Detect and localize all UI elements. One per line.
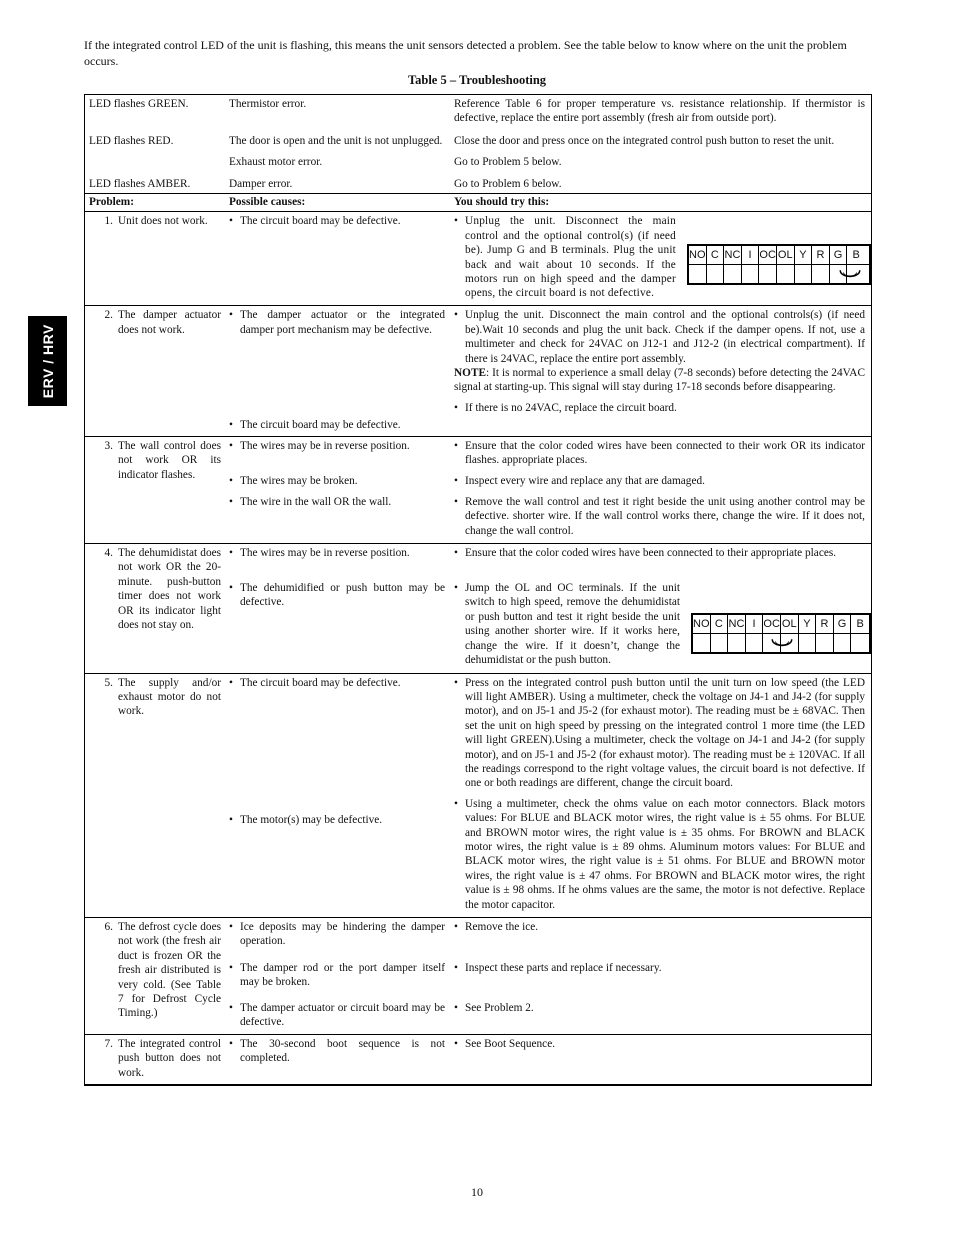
terminal-label: G — [834, 615, 852, 633]
cause-item — [229, 308, 445, 418]
fix-item — [454, 439, 865, 474]
terminal-label: OL — [777, 246, 795, 264]
header-try: You should try this: — [454, 196, 550, 209]
cause-item — [229, 418, 445, 432]
bullet: • — [229, 1002, 233, 1014]
note-text — [454, 366, 865, 395]
cause-text: The wire in the wall OR the wall. — [240, 495, 392, 508]
problem-cell — [85, 1037, 225, 1080]
problem-text: Unit does not work. — [118, 215, 208, 228]
cause-text: The damper actuator or circuit board may be defective. — [240, 1002, 445, 1029]
cause-item — [229, 439, 445, 474]
cause-item — [229, 1001, 445, 1030]
problem-cell — [85, 439, 225, 538]
fix-text: Ensure that the color coded wires have been connected to their work OR its indicator flashes. appropriate places. — [465, 439, 865, 467]
cause-item — [229, 920, 445, 961]
problem-number: 7. — [104, 1037, 113, 1050]
problem-cell — [85, 214, 225, 305]
terminal-label: I — [746, 615, 764, 633]
bullet: • — [454, 474, 458, 487]
led-cell — [85, 155, 225, 169]
action-cell: Go to Problem 6 below. — [454, 177, 562, 190]
problem-number: 1. — [104, 215, 113, 228]
terminal-label: C — [707, 246, 725, 264]
fix-text: Unplug the unit. Disconnect the main control and the optional controls(s) (if need be).Wait 10 seconds and plug the unit back. Check if the damper opens. If not, use a multimeter and check for 24VAC on J12-1 and J12-2 (in electrical compartment). If there is 24VAC, replace the entire port assembly. — [465, 309, 865, 365]
bullet: • — [454, 495, 458, 508]
cause-item — [229, 495, 445, 509]
terminal-label-row — [689, 246, 869, 264]
problem-text: The supply and/or exhaust motor do not work. — [118, 676, 221, 718]
terminal-label: NC — [728, 615, 746, 633]
problem-cell — [85, 546, 225, 667]
bullet: • — [454, 547, 458, 560]
bullet: • — [229, 676, 233, 689]
problem-text: The dehumidistat does not work OR the 20-minute. push-button timer does not work OR its indicator light does not stay on. — [118, 547, 221, 632]
problem-number: 3. — [104, 439, 113, 452]
cause-text: The circuit board may be defective. — [240, 419, 401, 432]
fix-text: Using a multimeter, check the ohms value on each motor connectors. Black motors values: For BLUE and BLACK motor wires, the right value is ± 55 ohms. For BLUE and BROWN motor wires, the right value is ± 35 ohms. For BROWN and BLACK motor wires, the right value is ± 89 ohms. Aluminum motors values: For BLUE and BLACK motor wires, the right value is ± 51 ohms. For BLUE and BROWN motor wires, the right value is ± 47 ohms. For BROWN and BLACK motor wires, the right value is ± 98 ohms. If he ohms values are the same, the motor is not defective. Replace the motor capacitor. — [465, 797, 865, 911]
fix-text: Press on the integrated control push button until the unit turn on low speed (the LED will light AMBER). Using a multimeter, check the voltage on J4-1 and J4-2 (for supply motor), and on J5-1 and J5-2 (for exhaust motor). The reading must be ± 68VAC. Then set the unit on high speed by pressing on the integrated control 1 more time (the LED will light GREEN).Using a multimeter, check the voltage on J4-1 and J4-2 (for supply motor), and on J5-1 and J5-2 (for exhaust motor). The reading must be ± 120VAC. If all the readings correspond to the right voltage values, the circuit board is not defective. If one or both readings are different, change the circuit board. — [465, 676, 865, 790]
action-cell: Go to Problem 5 below. — [454, 156, 562, 169]
fix-text: See Problem 2. — [465, 1002, 534, 1014]
fix-item — [454, 546, 865, 581]
bullet: • — [229, 474, 233, 487]
error-cell: Damper error. — [229, 177, 293, 190]
bullet: • — [454, 962, 458, 974]
problem-number: 4. — [104, 547, 113, 560]
bullet: • — [454, 676, 458, 689]
terminal-label: R — [812, 246, 830, 264]
led-cell: LED flashes AMBER. — [89, 177, 191, 190]
terminal-label: Y — [799, 615, 817, 633]
table-title: Table 5 – Troubleshooting — [407, 73, 547, 87]
error-cell: Exhaust motor error. — [229, 156, 323, 169]
terminal-label: I — [742, 246, 760, 264]
led-row-red — [85, 134, 871, 148]
fix-item — [454, 1001, 865, 1015]
bullet: • — [454, 921, 458, 933]
bullet: • — [454, 582, 458, 595]
bullet: • — [229, 309, 233, 322]
problem-block-6 — [85, 917, 871, 1034]
cause-text: The wires may be broken. — [240, 474, 358, 487]
bullet: • — [229, 813, 233, 826]
note-label: NOTE — [454, 367, 487, 380]
problem-block-2 — [85, 305, 871, 435]
jumper-wire-g-b — [833, 268, 867, 280]
problem-text: The wall control does not work OR its indicator flashes. — [118, 439, 221, 481]
terminal-label: B — [852, 249, 860, 261]
terminal-label: NC — [724, 246, 742, 264]
cause-text: The damper rod or the port damper itself may be broken. — [240, 962, 445, 989]
bullet: • — [229, 215, 233, 228]
bullet: • — [229, 419, 233, 432]
problem-text: The defrost cycle does not work (the fresh air duct is frozen OR the fresh air distributed is very cold. (See Table 7 for Defrost Cycle Timing.) — [118, 921, 221, 1020]
fix-item — [454, 474, 865, 495]
fix-text: Inspect every wire and replace any that are damaged. — [465, 474, 705, 487]
fix-item — [454, 401, 865, 415]
fix-text: See Boot Sequence. — [465, 1037, 556, 1050]
cause-item — [229, 813, 445, 827]
problem-text: The damper actuator does not work. — [118, 309, 221, 336]
problem-cell — [85, 676, 225, 913]
note-body: : It is normal to experience a small delay (7-8 seconds) before detecting the 24VAC signal at starting-up. This signal will stay during 17-18 seconds before disappearing. — [454, 367, 865, 394]
cause-item — [229, 214, 445, 228]
bullet: • — [454, 1037, 458, 1050]
troubleshooting-table — [84, 94, 872, 1086]
header-row — [85, 193, 871, 212]
cause-item — [229, 474, 445, 495]
fix-item — [454, 214, 676, 300]
fix-text: Inspect these parts and replace if necessary. — [465, 962, 662, 974]
terminal-label-row — [693, 615, 869, 633]
cause-text: The motor(s) may be defective. — [240, 813, 383, 826]
fix-text: Remove the wall control and test it right beside the unit using another control may be defective. shorter wire. If the wall control works there, change the wire. If it does not, change the wall control. — [465, 495, 865, 537]
side-tab-label: ERV / HRV — [39, 323, 56, 399]
bullet: • — [229, 582, 233, 595]
fix-text: Ensure that the color coded wires have been connected to their appropriate places. — [465, 547, 837, 560]
terminal-label: C — [711, 615, 729, 633]
cause-item — [229, 676, 445, 813]
bullet: • — [229, 1037, 233, 1050]
fix-item — [454, 581, 680, 667]
problem-block-5 — [85, 673, 871, 918]
cause-text: The damper actuator or the integrated damper port mechanism may be defective. — [240, 309, 445, 336]
side-tab — [28, 316, 67, 406]
cause-item — [229, 961, 445, 1001]
problem-number: 6. — [104, 921, 113, 933]
cause-text: The wires may be in reverse position. — [240, 547, 410, 560]
cause-text: The dehumidified or push button may be defective. — [240, 582, 445, 609]
page-number: 10 — [471, 1185, 483, 1199]
bullet: • — [229, 439, 233, 452]
bullet: • — [454, 309, 458, 322]
led-cell: LED flashes RED. — [89, 134, 174, 147]
fix-text: Jump the OL and OC terminals. If the unit switch to high speed, remove the dehumidistat or push button and test it right beside the unit using another shorter wire. If it works here, change the wire. If it doesn’t, change the dehumidistat or the push button. — [465, 582, 680, 667]
bullet: • — [454, 439, 458, 452]
terminal-label: B — [856, 618, 864, 630]
bullet: • — [454, 797, 458, 810]
fix-text: If there is no 24VAC, replace the circuit board. — [465, 401, 677, 414]
cause-text: The circuit board may be defective. — [240, 676, 401, 689]
fix-item — [454, 495, 865, 538]
problem-cell — [85, 920, 225, 1030]
led-section — [85, 95, 871, 191]
problem-cell — [85, 308, 225, 432]
intro-paragraph: If the integrated control LED of the unit is flashing, this means the unit sensors detected a problem. See the table below to know where on the unit the problem occurs. — [84, 38, 847, 68]
terminal-strip-diagram-2 — [691, 613, 871, 654]
terminal-strip-diagram-1 — [687, 244, 871, 285]
terminal-label: OC — [759, 246, 777, 264]
led-row-green — [85, 97, 871, 126]
fix-item — [454, 920, 865, 961]
bullet: • — [454, 1002, 458, 1014]
problem-block-3 — [85, 436, 871, 543]
problem-block-7 — [85, 1034, 871, 1084]
fix-item — [454, 961, 865, 1001]
terminal-label: G — [830, 246, 848, 264]
fix-text: Unplug the unit. Disconnect the main control and the optional control(s) (if need be). Jump G and B terminals. Plug the unit back and wait about 10 seconds. If the motors run on high speed and the damper opens, the circuit board is not defective. — [465, 215, 676, 300]
bullet: • — [229, 547, 233, 560]
fix-item — [454, 676, 865, 791]
bullet: • — [229, 495, 233, 508]
problem-number: 2. — [104, 309, 113, 322]
led-row-amber — [85, 177, 871, 191]
error-cell: Thermistor error. — [229, 98, 307, 110]
led-cell: LED flashes GREEN. — [89, 98, 189, 110]
bullet: • — [454, 401, 458, 414]
cause-text: The circuit board may be defective. — [240, 215, 401, 228]
terminal-label: OC — [763, 615, 781, 633]
cause-item — [229, 581, 445, 610]
fix-item — [454, 797, 865, 912]
terminal-label: R — [816, 615, 834, 633]
action-cell: Close the door and press once on the integrated control push button to reset the unit. — [454, 134, 835, 147]
led-row-exhaust — [85, 155, 871, 169]
terminal-label: NO — [689, 246, 707, 264]
cause-item — [229, 1037, 445, 1066]
terminal-label: OL — [781, 615, 799, 633]
cause-text: Ice deposits may be hindering the damper operation. — [240, 921, 445, 948]
cause-text: The 30-second boot sequence is not completed. — [240, 1037, 445, 1065]
terminal-label: NO — [693, 615, 711, 633]
terminal-label: Y — [795, 246, 813, 264]
header-causes: Possible causes: — [229, 196, 306, 209]
problem-number: 5. — [104, 676, 113, 689]
fix-item — [454, 308, 865, 366]
cause-text: The wires may be in reverse position. — [240, 439, 410, 452]
action-cell: Reference Table 6 for proper temperature vs. resistance relationship. If thermistor is defective, replace the entire port assembly (fresh air from outside port). — [454, 98, 865, 125]
header-problem: Problem: — [89, 196, 134, 209]
fix-item — [454, 1037, 865, 1051]
jumper-wire-oc-ol — [765, 637, 799, 649]
fix-text: Remove the ice. — [465, 921, 539, 933]
error-cell: The door is open and the unit is not unplugged. — [229, 134, 443, 147]
bullet: • — [229, 962, 233, 974]
bullet: • — [454, 215, 458, 228]
problem-text: The integrated control push button does not work. — [118, 1037, 221, 1079]
cause-item — [229, 546, 445, 581]
bullet: • — [229, 921, 233, 933]
